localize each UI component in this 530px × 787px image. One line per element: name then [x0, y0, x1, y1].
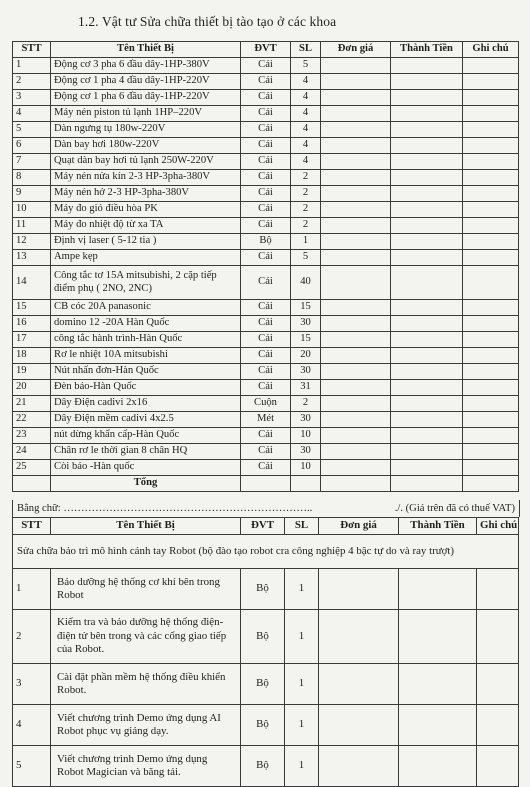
total-label: Tổng	[51, 476, 241, 492]
row-qty: 2	[291, 218, 321, 234]
row-unit: Bộ	[241, 610, 285, 664]
row-name: Máy nén piston tủ lạnh 1HP–220V	[51, 106, 241, 122]
row-name: Công tắc tơ 15A mitsubishi, 2 cặp tiếp điểm phụ ( 2NO, 2NC)	[51, 266, 241, 300]
row-qty: 1	[285, 610, 319, 664]
row-unit: Bộ	[241, 705, 285, 746]
row-qty: 30	[291, 444, 321, 460]
row-qty: 40	[291, 266, 321, 300]
robot-repair-table-body	[13, 535, 519, 787]
row-unit-price	[321, 316, 391, 332]
row-unit-price	[321, 266, 391, 300]
row-unit: Cái	[241, 58, 291, 74]
row-amount	[391, 186, 463, 202]
table-row	[13, 412, 519, 428]
row-qty: 2	[291, 186, 321, 202]
row-stt: 16	[13, 316, 51, 332]
row-amount	[399, 664, 477, 705]
row-note	[477, 746, 519, 787]
row-amount	[391, 234, 463, 250]
row-unit: Bộ	[241, 664, 285, 705]
row-unit-price	[321, 364, 391, 380]
row-unit: Cuộn	[241, 396, 291, 412]
row-name: Dàn ngưng tụ 180w-220V	[51, 122, 241, 138]
row-unit-price	[321, 412, 391, 428]
col-qty: SL	[285, 518, 319, 535]
row-unit-price	[319, 610, 399, 664]
row-name: Cài đặt phần mềm hệ thống điều khiển Robot.	[51, 664, 241, 705]
row-stt: 6	[13, 138, 51, 154]
row-unit-price	[321, 170, 391, 186]
row-unit-price	[321, 74, 391, 90]
row-unit: Cái	[241, 380, 291, 396]
row-stt: 23	[13, 428, 51, 444]
row-unit: Cái	[241, 460, 291, 476]
row-name: domino 12 -20A Hàn Quốc	[51, 316, 241, 332]
col-unit: ĐVT	[241, 518, 285, 535]
row-note	[463, 58, 519, 74]
row-note	[463, 364, 519, 380]
row-stt: 10	[13, 202, 51, 218]
row-stt: 18	[13, 348, 51, 364]
table-row	[13, 234, 519, 250]
row-name: Máy nén hở 2-3 HP-3pha-380V	[51, 186, 241, 202]
row-unit: Cái	[241, 186, 291, 202]
row-unit-price	[321, 428, 391, 444]
row-stt: 19	[13, 364, 51, 380]
amount-in-words-label: Bằng chữ: ……………………………………………………………..	[17, 503, 313, 514]
row-note	[463, 138, 519, 154]
row-amount	[391, 154, 463, 170]
row-name: Viết chương trình Demo ứng dụng Robot Magician và băng tải.	[51, 746, 241, 787]
row-name: Máy đo nhiệt độ từ xa TA	[51, 218, 241, 234]
row-amount	[391, 218, 463, 234]
table-row	[13, 746, 519, 787]
table-row	[13, 332, 519, 348]
row-unit-price	[321, 380, 391, 396]
row-name: Kiểm tra và bảo dưỡng hệ thống điện-điện tử bên trong và các cổng giao tiếp của Robot.	[51, 610, 241, 664]
row-stt: 13	[13, 250, 51, 266]
table-row	[13, 364, 519, 380]
row-amount	[391, 250, 463, 266]
row-note	[463, 412, 519, 428]
row-note	[463, 218, 519, 234]
group-title-row	[13, 535, 519, 569]
row-note	[463, 202, 519, 218]
row-unit: Cái	[241, 106, 291, 122]
table-row	[13, 250, 519, 266]
table-row	[13, 266, 519, 300]
row-qty: 15	[291, 300, 321, 316]
row-amount	[391, 266, 463, 300]
row-note	[463, 348, 519, 364]
row-amount	[399, 610, 477, 664]
group-title: Sửa chữa bảo trì mô hình cánh tay Robot (bộ đào tạo robot cra công nghiệp 4 bậc tự do và ray trượt)	[13, 535, 519, 569]
row-stt: 3	[13, 90, 51, 106]
row-unit-price	[321, 186, 391, 202]
row-unit: Cái	[241, 316, 291, 332]
row-note	[463, 460, 519, 476]
row-note	[463, 250, 519, 266]
row-amount	[391, 138, 463, 154]
row-amount	[391, 74, 463, 90]
row-unit-price	[321, 348, 391, 364]
row-stt: 7	[13, 154, 51, 170]
row-note	[463, 186, 519, 202]
row-stt: 2	[13, 610, 51, 664]
table-row	[13, 186, 519, 202]
col-amount: Thành Tiền	[391, 42, 463, 58]
row-unit: Bộ	[241, 746, 285, 787]
table-row	[13, 444, 519, 460]
table-row	[13, 106, 519, 122]
row-qty: 4	[291, 74, 321, 90]
row-unit: Cái	[241, 348, 291, 364]
row-unit-price	[319, 569, 399, 610]
row-stt: 4	[13, 705, 51, 746]
row-note	[463, 154, 519, 170]
row-amount	[391, 106, 463, 122]
table-row	[13, 380, 519, 396]
row-stt: 3	[13, 664, 51, 705]
row-qty: 30	[291, 364, 321, 380]
row-unit-price	[319, 664, 399, 705]
row-note	[477, 705, 519, 746]
row-stt: 4	[13, 106, 51, 122]
row-stt: 5	[13, 746, 51, 787]
row-note	[463, 90, 519, 106]
row-stt: 22	[13, 412, 51, 428]
row-amount	[391, 396, 463, 412]
row-note	[463, 332, 519, 348]
table-row	[13, 460, 519, 476]
table-row	[13, 90, 519, 106]
row-qty: 1	[285, 705, 319, 746]
row-amount	[391, 428, 463, 444]
row-name: Viết chương trình Demo ứng dụng AI Robot phục vụ giảng dạy.	[51, 705, 241, 746]
row-name: Ampe kẹp	[51, 250, 241, 266]
row-unit-price	[321, 460, 391, 476]
row-amount	[399, 746, 477, 787]
row-unit-price	[319, 705, 399, 746]
row-name: Máy nén nửa kín 2-3 HP-3pha-380V	[51, 170, 241, 186]
row-stt: 11	[13, 218, 51, 234]
vat-note: ./. (Giá trên đã có thuế VAT)	[394, 503, 515, 514]
row-qty: 2	[291, 396, 321, 412]
row-note	[477, 664, 519, 705]
row-qty: 5	[291, 58, 321, 74]
row-unit-price	[321, 396, 391, 412]
row-amount	[399, 569, 477, 610]
row-note	[463, 300, 519, 316]
table-row	[13, 74, 519, 90]
row-name: nút dừng khẩn cấp-Hàn Quốc	[51, 428, 241, 444]
row-unit: Cái	[241, 90, 291, 106]
row-name: Máy đo gió điều hòa PK	[51, 202, 241, 218]
supplies-table-body	[13, 58, 519, 476]
table-row	[13, 58, 519, 74]
col-stt: STT	[13, 518, 51, 535]
row-name: Dây Điện mềm cadivi 4x2.5	[51, 412, 241, 428]
row-qty: 30	[291, 412, 321, 428]
row-unit-price	[321, 202, 391, 218]
row-unit-price	[321, 58, 391, 74]
row-amount	[391, 332, 463, 348]
row-name: Đèn báo-Hàn Quốc	[51, 380, 241, 396]
col-note: Ghi chú	[463, 42, 519, 58]
row-unit: Cái	[241, 444, 291, 460]
row-stt: 14	[13, 266, 51, 300]
table-row	[13, 202, 519, 218]
row-stt: 1	[13, 569, 51, 610]
row-note	[463, 122, 519, 138]
row-unit: Cái	[241, 138, 291, 154]
row-stt: 25	[13, 460, 51, 476]
row-stt: 21	[13, 396, 51, 412]
table-row	[13, 396, 519, 412]
row-note	[463, 380, 519, 396]
row-amount	[391, 412, 463, 428]
row-unit: Cái	[241, 122, 291, 138]
row-amount	[399, 705, 477, 746]
row-amount	[391, 58, 463, 74]
row-amount	[391, 90, 463, 106]
table-row	[13, 428, 519, 444]
row-qty: 4	[291, 90, 321, 106]
col-unit: ĐVT	[241, 42, 291, 58]
row-name: Định vị laser ( 5-12 tia )	[51, 234, 241, 250]
robot-repair-table	[12, 517, 519, 787]
table-row	[13, 569, 519, 610]
row-unit: Cái	[241, 300, 291, 316]
row-unit: Mét	[241, 412, 291, 428]
row-qty: 2	[291, 202, 321, 218]
row-name: Động cơ 1 pha 4 đầu dây-1HP-220V	[51, 74, 241, 90]
row-unit: Cái	[241, 332, 291, 348]
row-stt: 12	[13, 234, 51, 250]
row-stt: 5	[13, 122, 51, 138]
table-row	[13, 610, 519, 664]
row-amount	[391, 122, 463, 138]
row-name: Động cơ 3 pha 6 đầu dây-1HP-380V	[51, 58, 241, 74]
row-stt: 8	[13, 170, 51, 186]
row-note	[477, 569, 519, 610]
table-row	[13, 300, 519, 316]
row-amount	[391, 460, 463, 476]
row-unit-price	[321, 122, 391, 138]
row-qty: 4	[291, 138, 321, 154]
row-unit: Bộ	[241, 234, 291, 250]
table-row	[13, 138, 519, 154]
row-qty: 1	[285, 569, 319, 610]
row-note	[463, 444, 519, 460]
row-unit: Cái	[241, 170, 291, 186]
table-row	[13, 122, 519, 138]
row-qty: 10	[291, 428, 321, 444]
row-amount	[391, 202, 463, 218]
row-name: Rơ le nhiệt 10A mitsubishi	[51, 348, 241, 364]
row-qty: 4	[291, 106, 321, 122]
table-row	[13, 348, 519, 364]
row-unit: Cái	[241, 266, 291, 300]
row-unit: Cái	[241, 154, 291, 170]
row-note	[477, 610, 519, 664]
col-amount: Thành Tiền	[399, 518, 477, 535]
row-name: Chân rơ le thời gian 8 chân HQ	[51, 444, 241, 460]
row-name: Dây Điện cadivi 2x16	[51, 396, 241, 412]
row-qty: 15	[291, 332, 321, 348]
row-unit-price	[321, 300, 391, 316]
row-amount	[391, 170, 463, 186]
row-note	[463, 316, 519, 332]
row-name: Động cơ 1 pha 6 đầu dây-1HP-220V	[51, 90, 241, 106]
row-qty: 4	[291, 122, 321, 138]
row-unit: Cái	[241, 218, 291, 234]
row-qty: 20	[291, 348, 321, 364]
row-stt: 15	[13, 300, 51, 316]
amount-in-words-line	[12, 500, 520, 517]
row-qty: 2	[291, 170, 321, 186]
row-qty: 1	[285, 746, 319, 787]
row-qty: 30	[291, 316, 321, 332]
row-name: Bảo dưỡng hệ thống cơ khí bên trong Robot	[51, 569, 241, 610]
row-amount	[391, 348, 463, 364]
row-amount	[391, 444, 463, 460]
table-header-row	[13, 518, 519, 535]
row-stt: 1	[13, 58, 51, 74]
row-unit-price	[321, 444, 391, 460]
row-name: Quạt dàn bay hơi tủ lạnh 250W-220V	[51, 154, 241, 170]
row-amount	[391, 364, 463, 380]
row-unit-price	[321, 106, 391, 122]
table-row	[13, 154, 519, 170]
row-amount	[391, 316, 463, 332]
row-unit-price	[321, 332, 391, 348]
row-note	[463, 428, 519, 444]
row-unit: Cái	[241, 74, 291, 90]
row-qty: 4	[291, 154, 321, 170]
section-title: 1.2. Vật tư Sửa chữa thiết bị tào tạo ở các khoa	[78, 14, 337, 29]
row-unit-price	[321, 234, 391, 250]
row-unit-price	[321, 138, 391, 154]
table-header-row	[13, 42, 519, 58]
row-stt: 2	[13, 74, 51, 90]
row-name: CB cóc 20A panasonic	[51, 300, 241, 316]
row-note	[463, 396, 519, 412]
row-note	[463, 170, 519, 186]
row-stt: 9	[13, 186, 51, 202]
row-unit: Cái	[241, 428, 291, 444]
col-name: Tên Thiết Bị	[51, 518, 241, 535]
row-amount	[391, 300, 463, 316]
row-note	[463, 266, 519, 300]
row-qty: 1	[285, 664, 319, 705]
row-qty: 1	[291, 234, 321, 250]
table-row	[13, 218, 519, 234]
row-qty: 5	[291, 250, 321, 266]
col-name: Tên Thiết Bị	[51, 42, 241, 58]
row-name: Dàn bay hơi 180w-220V	[51, 138, 241, 154]
col-qty: SL	[291, 42, 321, 58]
total-row	[13, 476, 519, 492]
row-stt: 20	[13, 380, 51, 396]
col-note: Ghi chú	[477, 518, 519, 535]
row-unit-price	[321, 90, 391, 106]
table-row	[13, 316, 519, 332]
row-unit-price	[319, 746, 399, 787]
row-stt: 17	[13, 332, 51, 348]
table-row	[13, 170, 519, 186]
col-unit-price: Đơn giá	[319, 518, 399, 535]
row-amount	[391, 380, 463, 396]
supplies-table	[12, 41, 519, 492]
row-unit-price	[321, 218, 391, 234]
row-unit-price	[321, 154, 391, 170]
row-unit: Cái	[241, 202, 291, 218]
row-unit: Bộ	[241, 569, 285, 610]
table-row	[13, 705, 519, 746]
col-stt: STT	[13, 42, 51, 58]
row-name: Nút nhấn đơn-Hàn Quốc	[51, 364, 241, 380]
table-row	[13, 664, 519, 705]
row-qty: 10	[291, 460, 321, 476]
row-unit: Cái	[241, 364, 291, 380]
row-stt: 24	[13, 444, 51, 460]
row-unit: Cái	[241, 250, 291, 266]
row-unit-price	[321, 250, 391, 266]
row-name: Còi báo -Hàn quốc	[51, 460, 241, 476]
row-qty: 31	[291, 380, 321, 396]
row-note	[463, 74, 519, 90]
col-unit-price: Đơn giá	[321, 42, 391, 58]
row-name: công tắc hành trình-Hàn Quốc	[51, 332, 241, 348]
row-note	[463, 234, 519, 250]
row-note	[463, 106, 519, 122]
